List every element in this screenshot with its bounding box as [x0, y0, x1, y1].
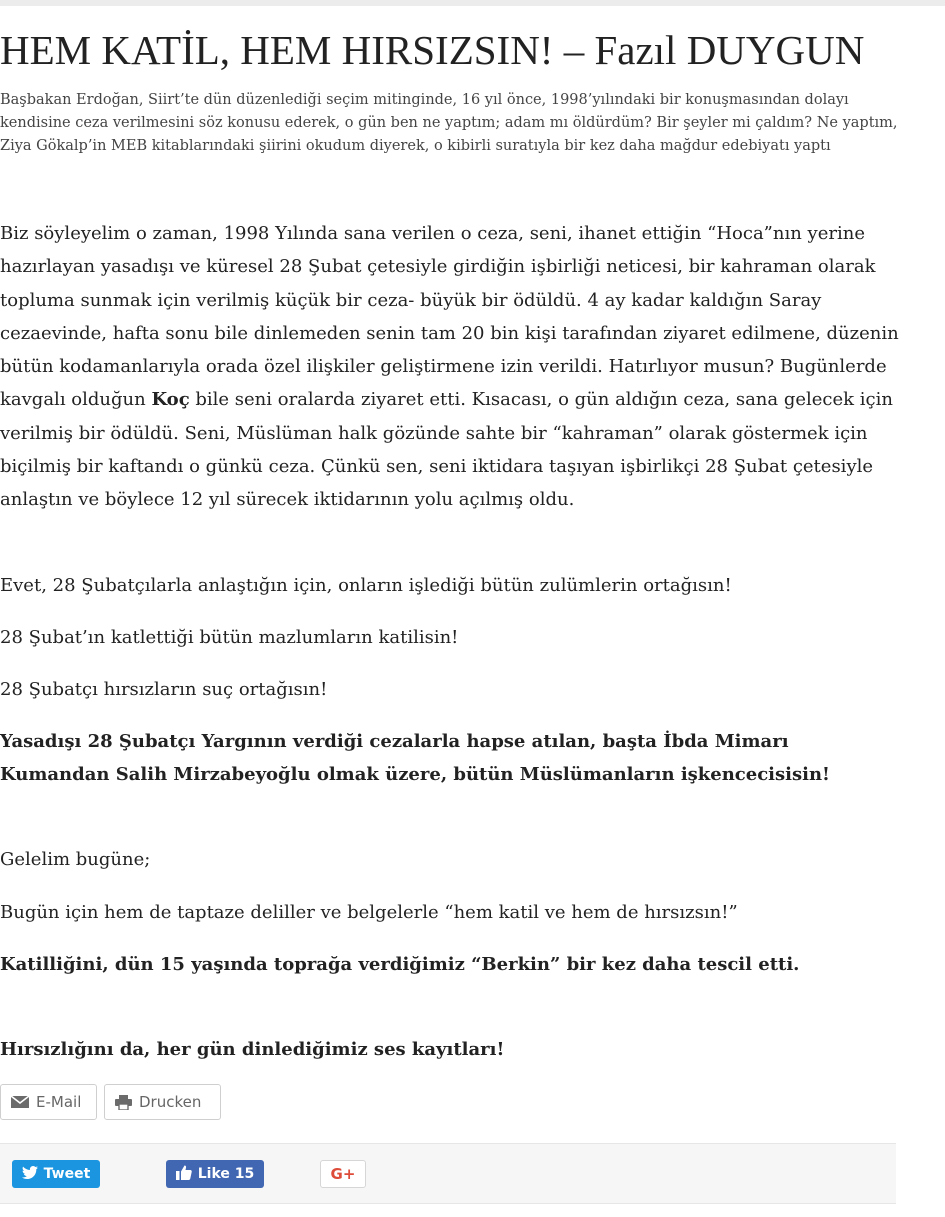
google-plus-label: G+ [330, 1165, 356, 1183]
article-paragraph-4: 28 Şubatçı hırsızların suç ortağısın! [0, 679, 328, 700]
print-button[interactable] [104, 1084, 221, 1120]
article-paragraph-8: Katilliğini, dün 15 yaşında toprağa verdiğimiz “Berkin” bir kez daha tescil etti. [0, 954, 800, 975]
article-paragraph-2: Evet, 28 Şubatçılarla anlaştığın için, onların işlediği bütün zulümlerin ortağısın! [0, 575, 732, 596]
paragraph-text: bile seni oralarda ziyaret etti. Kısacası, o gün aldığın ceza, sana gelecek için verilmiş bir ödüldü. Seni, Müslüman halk gözünde sahte bir “kahraman” olarak göstermek için biçilmiş bir kaftandı o günkü ceza. Çünkü sen, seni iktidara taşıyan işbirlikçi 28 Şubat çetesiyle anlaştın ve böylece 12 yıl sürecek iktidarının yolu açılmış oldu. [0, 389, 893, 511]
twitter-bird-icon [22, 1166, 38, 1183]
paragraph-text: Biz söyleyelim o zaman, 1998 Yılında sana verilen o ceza, seni, ihanet ettiğin “Hoca”nın yerine hazırlayan yasadışı ve küresel 28 Şubat çetesiyle girdiğin işbirliği neticesi, bir kahraman olarak topluma sunmak için verilmiş küçük bir ceza- büyük bir ödüldü. 4 ay kadar kaldığın Saray cezaevinde, hafta sonu bile dinlemeden senin tam 20 bin kişi tarafından ziyaret edilmene, düzenin bütün kodamanlarıyla orada özel ilişkiler geliştirmene izin verildi. Hatırlıyor musun? Bugünlerde kavgalı olduğun [0, 223, 899, 411]
google-plus-button[interactable] [320, 1160, 366, 1188]
article-paragraph-5: Yasadışı 28 Şubatçı Yargının verdiği cezalarla hapse atılan, başta İbda Mimarı Kumandan Salih Mirzabeyoğlu olmak üzere, bütün Müslümanların işkencecisisin! [0, 731, 830, 786]
paragraph-bold-text: Koç [151, 389, 190, 411]
top-border [0, 0, 945, 6]
article-paragraph-3: 28 Şubat’ın katlettiği bütün mazlumların katilisin! [0, 627, 459, 648]
article-lead: Başbakan Erdoğan, Siirt’te dün düzenlediği seçim mitinginde, 16 yıl önce, 1998’yılındaki bir konuşmasından dolayı kendisine ceza verilmesini söz konusu ederek, o gün ben ne yaptım; adam mı öldürdüm? Bir şeyler mi çaldım? Ne yaptım, Ziya Gökalp’in MEB kitablarındaki şiirini okudum diyerek, o kibirli suratıyla bir kez daha mağdur edebiyatı yaptı [0, 92, 898, 154]
printer-icon [115, 1095, 132, 1110]
article-paragraph-6: Gelelim bugüne; [0, 849, 151, 870]
email-label: E-Mail [36, 1093, 82, 1111]
facebook-like-button[interactable] [166, 1160, 264, 1188]
tweet-button[interactable] [12, 1160, 100, 1188]
email-button[interactable] [0, 1084, 97, 1120]
article-paragraph-1 [0, 217, 900, 517]
social-share-bar [0, 1143, 896, 1204]
like-label: Like 15 [197, 1166, 255, 1182]
tweet-label: Tweet [43, 1166, 91, 1182]
article-title: HEM KATİL, HEM HIRSIZSIN! – Fazıl DUYGUN [0, 27, 865, 73]
print-label: Drucken [139, 1093, 202, 1111]
article-paragraph-9: Hırsızlığını da, her gün dinlediğimiz ses kayıtları! [0, 1039, 505, 1060]
thumbs-up-icon [176, 1165, 192, 1184]
article-paragraph-7: Bugün için hem de taptaze deliller ve belgelerle “hem katil ve hem de hırsızsın!” [0, 902, 738, 923]
envelope-icon [11, 1096, 29, 1108]
